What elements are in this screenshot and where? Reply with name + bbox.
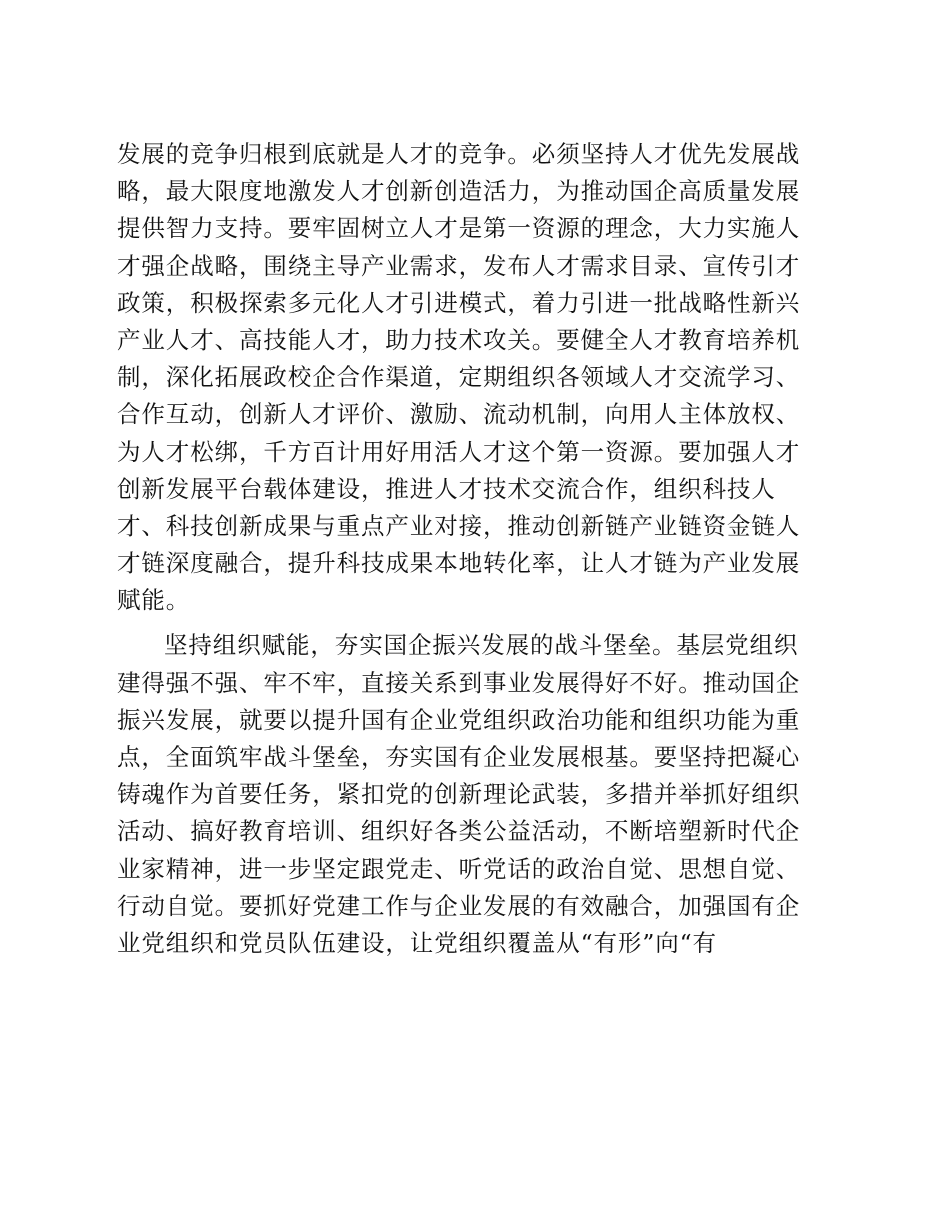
paragraph-organization <box>117 627 817 962</box>
paragraph-line: 点，全面筑牢战斗堡垒，夯实国有企业发展根基。要坚持把凝心 <box>117 743 801 771</box>
paragraph-line: 活动、搞好教育培训、组织好各类公益活动，不断培塑新时代企 <box>117 817 801 846</box>
paragraph-line: 才、科技创新成果与重点产业对接，推动创新链产业链资金链人 <box>117 511 801 540</box>
paragraph-line: 坚持组织赋能，夯实国企振兴发展的战斗堡垒。基层党组织 <box>164 631 799 660</box>
paragraph-line: 才链深度融合，提升科技成果本地转化率，让人才链为产业发展 <box>117 549 801 578</box>
paragraph-talent <box>117 136 817 619</box>
paragraph-line: 建得强不强、牢不牢，直接关系到事业发展得好不好。推动国企 <box>117 668 801 697</box>
paragraph-line: 业党组织和党员队伍建设，让党组织覆盖从“有形”向“有 <box>117 928 717 957</box>
paragraph-line: 才强企战略，围绕主导产业需求，发布人才需求目录、宣传引才 <box>117 251 801 280</box>
paragraph-line: 制，深化拓展政校企合作渠道，定期组织各领域人才交流学习、 <box>117 363 801 392</box>
paragraph-line: 政策，积极探索多元化人才引进模式，着力引进一批战略性新兴 <box>117 288 801 317</box>
paragraph-line: 赋能。 <box>117 586 191 615</box>
paragraph-line: 行动自觉。要抓好党建工作与企业发展的有效融合，加强国有企 <box>117 891 801 920</box>
paragraph-line: 为人才松绑，千方百计用好用活人才这个第一资源。要加强人才 <box>117 437 801 466</box>
paragraph-line: 提供智力支持。要牢固树立人才是第一资源的理念，大力实施人 <box>117 214 801 243</box>
paragraph-line: 振兴发展，就要以提升国有企业党组织政治功能和组织功能为重 <box>117 705 801 734</box>
paragraph-line: 铸魂作为首要任务，紧扣党的创新理论武装，多措并举抓好组织 <box>117 780 801 809</box>
paragraph-line: 业家精神，进一步坚定跟党走、听党话的政治自觉、思想自觉、 <box>117 854 801 883</box>
paragraph-line: 发展的竞争归根到底就是人才的竞争。必须坚持人才优先发展战 <box>117 140 801 168</box>
paragraph-gap <box>117 619 817 627</box>
paragraph-line: 产业人才、高技能人才，助力技术攻关。要健全人才教育培养机 <box>117 325 801 354</box>
paragraph-line: 创新发展平台载体建设，推进人才技术交流合作，组织科技人 <box>117 474 776 503</box>
document-body <box>117 136 817 962</box>
paragraph-line: 合作互动，创新人才评价、激励、流动机制，向用人主体放权、 <box>117 400 801 429</box>
paragraph-line: 略，最大限度地激发人才创新创造活力，为推动国企高质量发展 <box>117 177 801 206</box>
